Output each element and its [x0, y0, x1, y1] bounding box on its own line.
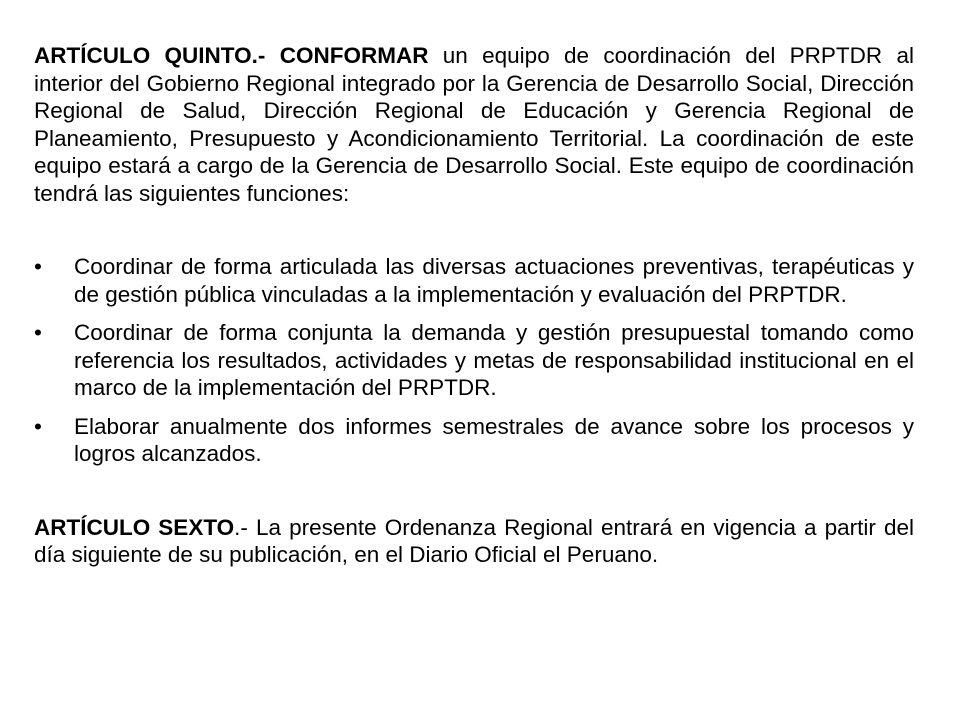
list-item [34, 319, 914, 402]
article-sexto-paragraph [34, 514, 914, 569]
function-text: Coordinar de forma articulada las diversas actuaciones preventivas, terapéuticas y de gestión pública vinculadas a la implementación y evaluación del PRPTDR. [74, 254, 914, 307]
article-sexto-text: .- La presente Ordenanza Regional entrará en vigencia a partir del día siguiente de su publicación, en el Diario Oficial el Peruano. [34, 514, 914, 567]
document-body [34, 42, 914, 569]
article-quinto-text: un equipo de coordinación del PRPTDR al interior del Gobierno Regional integrado por la Gerencia de Desarrollo Social, Dirección Regional de Salud, Dirección Regional de Educación y Gerencia Regional de Planeamiento, Presupuesto y Acondicionamiento Territorial. La coordinación de este equipo estará a cargo de la Gerencia de Desarrollo Social. Este equipo de coordinación tendrá las siguientes funciones: [34, 43, 914, 206]
bullet-icon: • [34, 320, 42, 345]
function-text: Elaborar anualmente dos informes semestrales de avance sobre los procesos y logros alcanzados. [74, 413, 914, 466]
function-text: Coordinar de forma conjunta la demanda y gestión presupuestal tomando como referencia los resultados, actividades y metas de responsabilidad institucional en el marco de la implementación del PRPTDR. [74, 320, 914, 400]
article-sexto-heading: ARTÍCULO SEXTO [34, 514, 235, 540]
list-item [34, 253, 914, 308]
bullet-icon: • [34, 254, 42, 279]
list-item [34, 413, 914, 468]
bullet-icon: • [34, 413, 42, 439]
article-quinto-heading: ARTÍCULO QUINTO.- [34, 43, 266, 68]
article-quinto-paragraph [34, 42, 914, 207]
functions-list [34, 253, 914, 468]
article-quinto-verb: CONFORMAR [279, 43, 429, 68]
